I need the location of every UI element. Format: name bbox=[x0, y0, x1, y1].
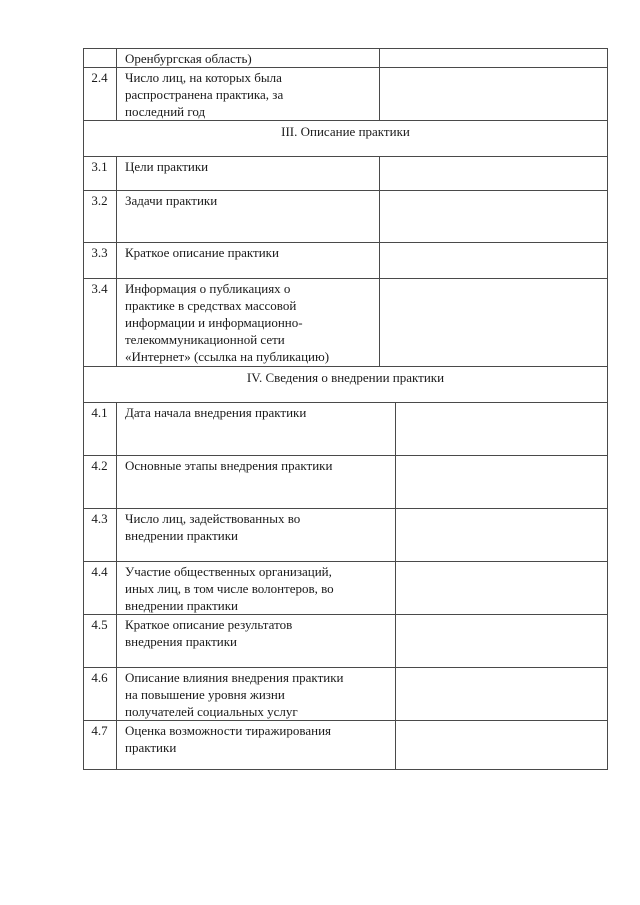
row-number: 4.5 bbox=[83, 615, 117, 667]
row-label: Дата начала внедрения практики bbox=[125, 405, 307, 420]
row-value-cell bbox=[395, 456, 608, 508]
row-label: Основные этапы внедрения практики bbox=[125, 458, 333, 473]
row-number: 3.2 bbox=[83, 191, 117, 242]
row-value-cell bbox=[380, 49, 608, 67]
row-number: 4.7 bbox=[83, 721, 117, 769]
row-label: Оренбургская область) bbox=[118, 49, 380, 67]
table-row bbox=[83, 667, 608, 720]
row-label: Информация о публикациях о практике в средствах массовой информации и информационно- телекоммуникационной сети «Интернет» (ссылка на публикацию) bbox=[118, 279, 380, 366]
row-number: 4.1 bbox=[83, 403, 117, 455]
section-heading: IV. Сведения о внедрении практики bbox=[83, 366, 608, 402]
row-value-cell bbox=[380, 191, 608, 242]
table-row bbox=[83, 278, 608, 366]
table-row bbox=[83, 402, 608, 455]
row-number: 4.6 bbox=[83, 668, 117, 720]
table-row bbox=[83, 190, 608, 242]
row-number: 4.2 bbox=[83, 456, 117, 508]
row-value-cell bbox=[395, 562, 608, 614]
table-row bbox=[83, 67, 608, 120]
row-number: 4.4 bbox=[83, 562, 117, 614]
table-row bbox=[83, 156, 608, 190]
section-heading: III. Описание практики bbox=[83, 120, 608, 156]
row-label: Цели практики bbox=[118, 157, 380, 190]
row-value-cell bbox=[380, 157, 608, 190]
row-number: 3.3 bbox=[83, 243, 117, 278]
row-value-cell bbox=[380, 68, 608, 120]
row-value-cell bbox=[395, 615, 608, 667]
row-number: 3.4 bbox=[83, 279, 117, 366]
row-value-cell bbox=[380, 243, 608, 278]
row-label: Оценка возможности тиражирования практики bbox=[125, 723, 332, 755]
row-number: 3.1 bbox=[83, 157, 117, 190]
row-number: 4.3 bbox=[83, 509, 117, 561]
row-label: Число лиц, задействованных во внедрении практики bbox=[125, 511, 301, 543]
row-value-cell bbox=[380, 279, 608, 366]
row-value-cell bbox=[395, 668, 608, 720]
row-value-cell bbox=[395, 721, 608, 769]
table-row bbox=[83, 561, 608, 614]
table-row bbox=[83, 242, 608, 278]
row-label: Краткое описание результатов внедрения практики bbox=[125, 617, 293, 649]
table-row bbox=[83, 455, 608, 508]
row-number bbox=[83, 49, 117, 67]
row-label: Задачи практики bbox=[118, 191, 380, 242]
table-row bbox=[83, 48, 608, 67]
row-number: 2.4 bbox=[83, 68, 117, 120]
row-value-cell bbox=[395, 509, 608, 561]
table-row bbox=[83, 614, 608, 667]
table-row bbox=[83, 720, 608, 770]
practice-form-table bbox=[83, 48, 608, 768]
table-row bbox=[83, 508, 608, 561]
row-value-cell bbox=[395, 403, 608, 455]
row-label: Число лиц, на которых была распространена практика, за последний год bbox=[118, 68, 380, 120]
row-label: Краткое описание практики bbox=[118, 243, 380, 278]
row-label: Описание влияния внедрения практики на повышение уровня жизни получателей социальных услуг bbox=[125, 670, 344, 719]
row-label: Участие общественных организаций, иных лиц, в том числе волонтеров, во внедрении практики bbox=[125, 564, 334, 613]
